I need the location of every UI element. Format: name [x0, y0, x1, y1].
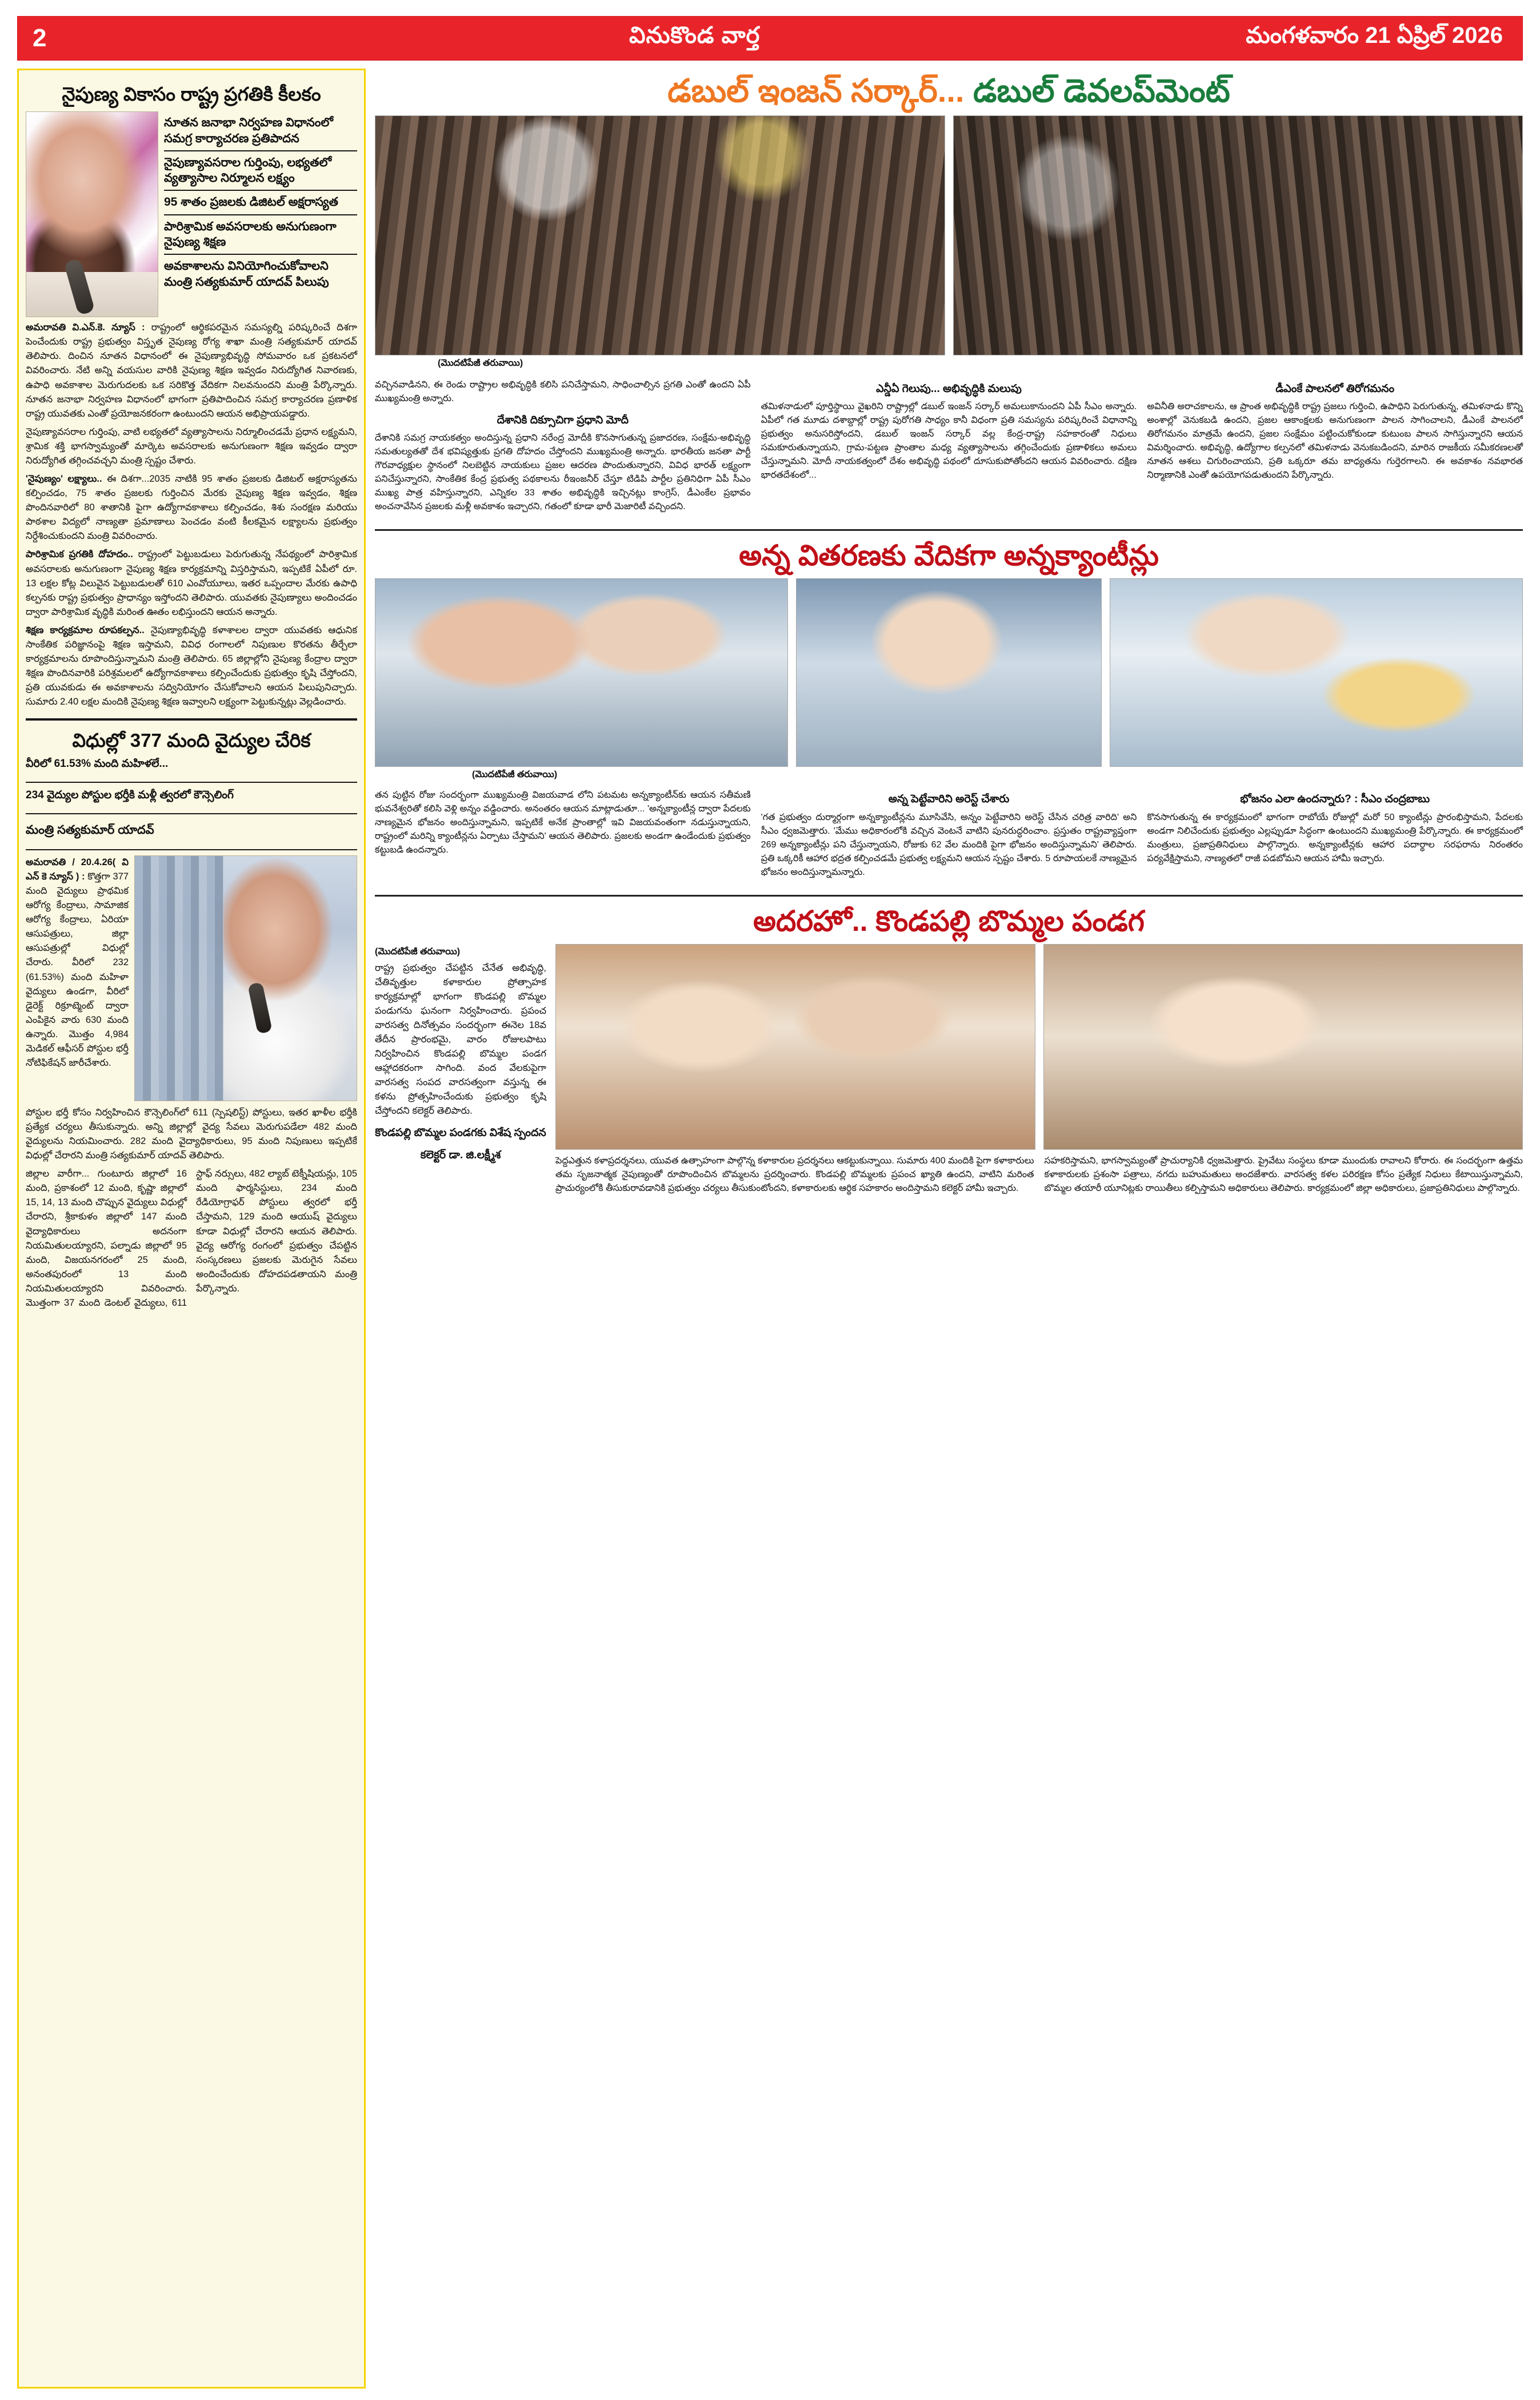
masthead-title: వినుకొండ వార్త — [629, 22, 761, 48]
subheading: భోజనం ఎలా ఉందన్నారు? : సీఎం చంద్రబాబు — [1240, 793, 1430, 806]
list-item: అవకాశాలను వినియోగించుకోవాలని మంత్రి సత్యకుమార్ యాదవ్ పిలుపు — [164, 259, 329, 289]
left-second-sub3: మంత్రి సత్యకుమార్ యాదవ్ — [26, 823, 154, 837]
masthead-date: మంగళవారం 21 ఏప్రిల్ 2026 — [1246, 22, 1503, 48]
section1-headline — [375, 69, 1523, 115]
section3-col-2 — [555, 1154, 1034, 1199]
section2-col-2 — [761, 789, 1137, 883]
section3-photos-and-text — [555, 944, 1523, 1199]
list-item: పారిశ్రామిక అవసరాలకు అనుగుణంగా నైపుణ్య శిక్షణ — [164, 215, 357, 255]
section3-col-3 — [1045, 1154, 1523, 1199]
divider — [26, 718, 357, 721]
paragraph: తమిళనాడులో పూర్తిస్థాయి వైఖరిని రాష్ట్రాల్లో డబుల్ ఇంజన్ సర్కార్ అమలుకానుందని ఏపీ సీఎం అన్నారు. ఏపీలో గత మూడు దశాబ్దాల్లో రాష్ట్ర పురోగతి సాధ్యం కానీ విధంగా ప్రతి సమస్యను పరిష్కరించే విధానాన్ని ప్రభుత్వం అనుసరిస్తోందని, డబుల్ ఇంజన్ సర్కార్ వల్ల కేంద్ర-రాష్ట్ర సహకారంతో నిధులు సమకూరుతున్నాయని, గ్రామ-పట్టణ ప్రాంతాల మధ్య వ్యత్యాసాలను తగ్గించేందుకు ప్రణాళికలు అమలు చేస్తున్నామని. మోదీ నాయకత్వంలో దేశం అభివృద్ధి పథంలో దూసుకుపోతోందని ఆయన వివరించారు. దక్షిణ భారతదేశంలో... — [761, 402, 1137, 481]
paragraph: ఈ దిశగా...2035 నాటికి 95 శాతం ప్రజలకు డిజిటల్ అక్షరాస్యతను కల్పించడం, 75 శాతం ప్రజలకు గుర్తించిన మేరకు నైపుణ్య శిక్షణ ఇవ్వడం, శిక్షణ పొందినవారిలో 80 శాతానికి పైగా ఉద్యోగావకాశాలు కల్పించడం, శిశు సంరక్షణ మరియు పాఠశాల విద్యలో నాణ్యతా ప్రమాణాలు పెంచడం వంటి కీలకమైన లక్ష్యాలను ప్రభుత్వం నిర్దేశించుకుందని మంత్రి వివరించారు. — [26, 474, 357, 542]
divider — [375, 895, 1523, 897]
paragraph: వచ్చినవాడినని, ఈ రెండు రాష్ట్రాల అభివృద్ధికి కలిసి పనిచేస్తామని, సాధించాల్సిన ప్రగతి ఎంతో ఉందని ఏపీ ముఖ్యమంత్రి అన్నారు. — [375, 379, 751, 403]
section-double-engine — [375, 69, 1523, 518]
subheading: కొండపల్లి బొమ్మల పండగకు విశేష స్పందన — [375, 1127, 546, 1139]
paragraph: పోస్టుల భర్తీ కోసం నిర్వహించిన కౌన్సెలింగ్‌లో 611 (స్పెషలిస్ట్) పోస్టులు, ఇతర ఖాళీల భర్తీకి ప్రత్యేక చర్యలు తీసుకున్నారు. అన్ని జిల్లాల్లో వైద్య సేవలు మెరుగుపడేలా 482 మంది వైద్యులను నియమించారు. 282 మంది వైద్యాధికారులు, 95 మంది నిపుణులు ఇప్పటికే విధుల్లో చేరారని మంత్రి సత్యకుమార్ యాదవ్ తెలిపారు. — [26, 1107, 357, 1161]
subheading: శిక్షణ కార్యక్రమాల రూపకల్పన.. — [26, 625, 145, 635]
left-article-body — [26, 321, 357, 713]
paragraph: రాష్ట్రంలో ఆర్థికపరమైన సమస్యల్ని పరిష్కరించే దిశగా పెంచేందుకు రాష్ట్ర ప్రభుత్వం విస్తృత నైపుణ్య రోగ్య శాఖా మంత్రి సత్యకుమార్ యాదవ్ తెలిపారు. దించిన నూతన విధానంలో ఈ నైపుణ్యాభివృద్ధి సోమవారం ఒక ప్రకటనలో వివరించారు. నేటి అన్ని వయసుల వారికి నైపుణ్య శిక్షణ ఇవ్వడం నిరుద్యోగిత నివారణకు, ఉపాధి అవకాశాల మెరుగుదలకు ఒక సరికొత్త వేదికగా నిలవనుందని మంత్రి పేర్కొన్నారు. నూతన జనాభా నిర్వహణ విధానంలో భాగంగా ప్రతిపాదించిన సమగ్ర కార్యాచరణ ప్రణాళిక రాష్ట్ర యువతకు ఎంతో ప్రయోజనకరంగా ఉంటుందని ఆయన అభిప్రాయపడ్డారు. — [26, 322, 358, 419]
section2-headline: అన్న వితరణకు వేదికగా అన్నక్యాంటీన్లు — [739, 539, 1159, 572]
body-grid — [17, 69, 1523, 2389]
section1-caption: (మొదటిపేజీ తరువాయి) — [438, 358, 523, 368]
subheading: పారిశ్రామిక ప్రగతికి దోహదం.. — [26, 549, 133, 560]
microphone-icon — [247, 982, 273, 1034]
right-column — [375, 69, 1523, 2389]
photo-crowd-detail — [135, 856, 223, 1101]
subheading: 'నైపుణ్యం' లక్ష్యాలు.. — [26, 474, 102, 485]
subheading: దేశానికి దిక్సూచిగా ప్రధాని మోదీ — [497, 414, 629, 426]
left-second-sub1: వీరిలో 61.53% మంది మహిళలే... — [26, 757, 169, 770]
subheading: ఎన్డీఏ గెలుపు... అభివృద్ధికి మలుపు — [876, 382, 1022, 395]
lead-block — [26, 111, 357, 317]
paragraph: కొత్తగా 377 మంది వైద్యులు ప్రాథమిక ఆరోగ్య కేంద్రాలు, సామాజిక ఆరోగ్య కేంద్రాలు, ఏరియా ఆసుపత్రులు, జిల్లా ఆసుపత్రుల్లో విధుల్లో చేరారు. వీరిలో 232 (61.53%) మంది మహిళా వైద్యులు ఉండగా, వీరిలో డైరెక్ట్ రిక్రూట్మెంట్ ద్వారా ఎంపికైన వారు 630 మంది ఉన్నారు. మొత్తం 4,984 మెడికల్ ఆఫీసర్ పోస్టుల భర్తీ నోటిఫికేషన్ జారీచేశారు. — [26, 871, 129, 1068]
section3-layout — [375, 944, 1523, 1199]
canteen-photo-1 — [375, 578, 788, 767]
divider — [26, 849, 357, 850]
canteen-photo-3 — [1110, 578, 1523, 767]
divider — [26, 782, 357, 783]
section3-photo-row — [555, 944, 1523, 1150]
paragraph: దేశానికి సమగ్ర నాయకత్వం అందిస్తున్న ప్రధాని నరేంద్ర మోదీకి కొనసాగుతున్న ప్రజాదరణ, సంక్షేమ-అభివృద్ధి సమతుల్యతతో దేశ భవిష్యత్తుకు ప్రగతి దోహదం చేస్తోందని ముఖ్యమంత్రి అన్నారు. భారతీయ జనతా పార్టీ గౌరవాధ్యక్షుల స్థానంలో నిలబెట్టిన నాయకులు ప్రజల ఆదరణ పొందుతున్నారని, వివిధ భారత్ లక్ష్యంగా పనిచేస్తున్నారని, సాంకేతిక కేంద్ర ప్రభుత్వ పథకాలను రీఇంజనీర్ చేస్తూ టిడిపి పార్టీల ప్రతినిధిగా ఏపీ సీఎం ముఖ్య పాత్ర వహిస్తున్నారని, ఎన్నికల 33 శాతం అభివృద్ధికి ఇచ్చినట్లు కాంగ్రెస్, డీఎంకేల ప్రభావం అంచనావేసిన ప్రజలకు మళ్లీ అవకాశం ఇచ్చారని, గతంలో కూడా భారీ మెజారిటీ వచ్చిందని. — [375, 433, 751, 512]
subheading: అన్న పెట్టేవారిని అరెస్ట్ చేశారు — [888, 793, 1010, 806]
rally-photo-right — [953, 115, 1523, 355]
section2-col-1 — [375, 789, 751, 883]
list-item: 95 శాతం ప్రజలకు డిజిటల్ అక్షరాస్యత — [164, 191, 357, 215]
section1-headline-part1: డబుల్ ఇంజన్ సర్కార్... — [667, 73, 965, 109]
section2-col-3 — [1147, 789, 1523, 883]
bullet-list — [164, 111, 357, 317]
paragraph: తన పుట్టిన రోజు సందర్భంగా ముఖ్యమంత్రి విజయవాడ లోని పటమట అన్నక్యాంటీన్‌కు ఆయన సతీమణి భువనేశ్వరితో కలిసి వెళ్లి అన్నం వడ్డించారు. అనంతరం ఆయన మాట్లాడుతూ... 'అన్నక్యాంటీన్ల ద్వారా పేదలకు నాణ్యమైన భోజనం అందిస్తున్నామని, ఇప్పటికే అనేక ప్రాంతాల్లో ఇవి విజయవంతంగా నడుస్తున్నాయని, రాష్ట్రంలో మరిన్ని క్యాంటీన్లను ఏర్పాటు చేస్తామని' ఆయన తెలిపారు. ప్రజలకు అండగా ఉండేందుకు ప్రభుత్వం కట్టుబడి ఉందన్నారు. — [375, 790, 751, 855]
paragraph: సహకరిస్తామని, భాగస్వామ్యంతో ప్రాచుర్యానికి ధ్వజమెత్తారు. ప్రైవేటు సంస్థలు కూడా ముందుకు రావాలని కోరారు. ఈ సందర్భంగా ఉత్తమ కళాకారులకు ప్రశంసా పత్రాలు, నగదు బహుమతులు అందజేశారు. వారసత్వ కళల పరిరక్షణ కోసం ప్రత్యేక నిధులు కేటాయిస్తున్నామని, బొమ్మల తయారీ యూనిట్లకు రాయితీలు కల్పిస్తామని అధికారులు తెలిపారు. కార్యక్రమంలో జిల్లా అధికారులు, ప్రజాప్రతినిధులు పాల్గొన్నారు. — [1044, 1155, 1523, 1193]
paragraph: నైపుణ్యాభివృద్ధి కళాశాలల ద్వారా యువతకు ఆధునిక సాంకేతిక పరిజ్ఞానంపై శిక్షణ ఇస్తామని, వివిధ రంగాలలో నిపుణుల కొరతను తీర్చేలా కార్యక్రమాలను రూపొందిస్తున్నామని మంత్రి తెలిపారు. 65 జిల్లాల్లోని నైపుణ్య కేంద్రాల ద్వారా శిక్షణ పొందినవారికి పరిశ్రమలలో ఉద్యోగావకాశాలు కల్పించేందుకు ప్రభుత్వం కృషి చేస్తోందని, ప్రతి యువకుడు ఈ అవకాశాలను సద్వినియోగం చేసుకోవాలని ఆయన పిలుపునిచ్చారు. సుమారు 2.40 లక్షల మందికి నైపుణ్య శిక్షణ ఇవ్వాలని లక్ష్యంగా పెట్టుకున్నట్లు వెల్లడించారు. — [26, 625, 357, 707]
paragraph: అవినీతి అరాచకాలను, ఆ ప్రాంత అభివృద్ధికి రాష్ట్ర ప్రజలు గుర్తించి, ఉపాధిని పెరుగుతున్న, తమిళనాడు కొన్ని అంశాల్లో వెనుకబడి ఉందని, ప్రజల ఆకాంక్షలకు అనుగుణంగా పాలన సాగించాలని, డీఎంకే పాలనలో తిరోగమనం మాత్రమే ఉందని, ప్రజల సంక్షేమం పట్టించుకోకుండా కుటుంబ పాలన సాగిస్తున్నారని ఆయన విమర్శించారు. అభివృద్ధి, ఉద్యోగాల కల్పనలో తమిళనాడు వెనుకబడిందని, మారిన రాజకీయ సమీకరణలతో నూతన ఆశలు చిగురించాయని, ప్రతి ఒక్కరూ తమ బాధ్యతను గుర్తెరగాలని. ఈ అవకాశం నవభారత నిర్మాణానికి ఎంతో ఉపయోగపడుతుందని పేర్కొన్నారు. — [1147, 402, 1523, 481]
section-anna-canteens — [375, 535, 1523, 883]
list-item: నైపుణ్యావసరాల గుర్తింపు, లభ్యతలో వ్యత్యాసాల నిర్మూలన లక్ష్యం — [164, 151, 357, 191]
section1-col-1 — [375, 378, 751, 518]
section3-columns — [555, 1154, 1523, 1199]
left-second-headline: విధుల్లో 377 మంది వైద్యుల చేరిక — [72, 730, 311, 751]
section1-col-2 — [761, 378, 1137, 518]
section2-photo-row — [375, 578, 1523, 767]
minister-portrait-photo — [26, 111, 158, 317]
subheading: కలెక్టర్ డా. జి.లక్ష్మీశ — [420, 1149, 501, 1162]
section1-headline-part2: డబుల్ డెవలప్‌మెంట్ — [973, 73, 1230, 109]
second-lead-block — [26, 855, 357, 1101]
page-number: 2 — [33, 24, 47, 52]
section1-col-3 — [1147, 378, 1523, 518]
left-second-sub2: 234 వైద్యుల పోస్టుల భర్తీకి మళ్లీ త్వరలో కౌన్సెలింగ్ — [26, 789, 234, 801]
section1-photo-row — [375, 115, 1523, 355]
rally-photo-left — [375, 115, 945, 355]
left-column — [17, 69, 366, 2389]
dateline: అమరావతి / 20.4.26( వి ఎన్ కె న్యూస్ ) : — [26, 857, 129, 882]
section-kondapalli-dolls — [375, 901, 1523, 1199]
section1-columns — [375, 378, 1523, 518]
paragraph: నైపుణ్యావసరాల గుర్తింపు, వాటి లభ్యతలో వ్యత్యాసాలను నిర్మూలించడమే ప్రధాన లక్ష్యమని, శ్రామిక శక్తి భాగస్వామ్యంతో మార్కెట అవసరాలకు అనుగుణంగా శిక్షణ ఇవ్వడం ద్వారా నిరుద్యోగిత తగ్గించవచ్చని మంత్రి స్పష్టం చేశారు. — [26, 426, 357, 466]
dolls-photo-1 — [555, 944, 1035, 1150]
dateline: అమరావతి వి.ఎన్.కె. న్యూస్ : — [26, 322, 145, 333]
subheading: డీఎంకే పాలనలో తిరోగమనం — [1275, 382, 1395, 395]
paragraph: జిల్లాల వారీగా... గుంటూరు జిల్లాలో 16 మంది, ప్రకాశంలో 12 మంది, కృష్ణా జిల్లాలో 15, 14, 13 మంది చొప్పున వైద్యులు విధుల్లో చేరారని, శ్రీకాకుళం జిల్లాలో 147 మంది వైద్యాధికారులు అదనంగా నియమితులయ్యారని, పల్నాడు జిల్లాలో 95 మంది, విజయనగరంలో 25 మంది, అనంతపురంలో 13 మంది నియమితులయ్యారని వివరించారు. మొత్తంగా 37 మంది డెంటల్ వైద్యులు, 611 స్టాఫ్ నర్సులు, 482 ల్యాబ్ టెక్నీషియన్లు, 105 మంది ఫార్మసిస్టులు, 234 మంది రేడియోగ్రాఫర్ పోస్టులు త్వరలో భర్తీ చేస్తామని, 129 మంది ఆయుష్ వైద్యులు కూడా విధుల్లో చేరారని ఆయన తెలిపారు. వైద్య ఆరోగ్య రంగంలో ప్రభుత్వం చేపట్టిన సంస్కరణలు ప్రజలకు మెరుగైన సేవలు అందించేందుకు దోహదపడతాయని మంత్రి పేర్కొన్నారు. — [26, 1169, 357, 1308]
section3-col-1 — [375, 944, 546, 1199]
paragraph: రాష్ట్ర ప్రభుత్వం చేపట్టిన చేనేత అభివృద్ధి, చేతివృత్తుల కళాకారుల ప్రోత్సాహక కార్యక్రమాల్లో భాగంగా కొండపల్లి బొమ్మల పండుగను ఘనంగా నిర్వహించారు. ప్రపంచ వారసత్వ దినోత్సవం సందర్భంగా ఈనెల 18వ తేదీన ప్రారంభమై, వారం రోజులపాటు నిర్వహించిన కొండపల్లి బొమ్మల పండగ ఆహ్లాదకరంగా సాగింది. వంద వేలకుపైగా వారసత్వ సంపద వారసత్వంగా వస్తున్న ఈ కళను ప్రోత్సహించేందుకు ప్రభుత్వం కృషి చేస్తోందని కలెక్టర్ తెలిపారు. — [375, 962, 546, 1117]
masthead — [17, 16, 1523, 61]
paragraph: కొనసాగుతున్న ఈ కార్యక్రమంలో భాగంగా రాబోయే రోజుల్లో మరో 50 క్యాంటీన్లు ప్రారంభిస్తామని, పేదలకు అండగా నిలిచేందుకు ప్రభుత్వం ఎల్లప్పుడూ సిద్ధంగా ఉంటుందని ముఖ్యమంత్రి పేర్కొన్నారు. ఈ కార్యక్రమంలో మంత్రులు, ప్రజాప్రతినిధులు పాల్గొన్నారు. అన్నక్యాంటీన్లకు ఆహార పదార్థాల సరఫరాను నిరంతరం పర్యవేక్షిస్తామని, నాణ్యతలో రాజీ పడబోమని ఆయన హామీ ఇచ్చారు. — [1147, 812, 1523, 863]
section3-caption: (మొదటిపేజీ తరువాయి) — [375, 946, 461, 957]
section2-caption: (మొదటిపేజీ తరువాయి) — [472, 770, 558, 780]
paragraph: రాష్ట్రంలో పెట్టుబడులు పెరుగుతున్న నేపథ్యంలో పారిశ్రామిక అవసరాలకు అనుగుణంగా నైపుణ్య శిక్షణ కార్యక్రమాన్ని విస్తరిస్తామని, ఇప్పటికే ఏపీలో రూ. 13 లక్షల కోట్ల విలువైన పెట్టుబడులతో 610 ఎంవోయూలు, ఇతర ఒప్పందాల మేరకు ఉపాధి కల్పనకు రాష్ట్ర ప్రభుత్వం ప్రాధాన్యం ఇస్తోందని తెలిపారు. యువతకు నైపుణ్యాలు అందించడం ద్వారా పారిశ్రామిక వృద్ధికి మరింత ఊతం లభిస్తుందని ఆయన అన్నారు. — [26, 549, 357, 617]
canteen-photo-2 — [796, 578, 1102, 767]
left-second-article-body — [26, 1106, 357, 1310]
section2-columns — [375, 789, 1523, 883]
section3-headline: అదరహో.. కొండపల్లి బొమ్మల పండగ — [753, 905, 1145, 937]
dolls-photo-2 — [1043, 944, 1523, 1150]
divider — [375, 529, 1523, 531]
doctors-event-photo — [134, 855, 357, 1101]
divider — [26, 813, 357, 814]
list-item: నూతన జనాభా నిర్వహణ విధానంలో సమగ్ర కార్యాచరణ ప్రతిపాదన — [164, 111, 357, 151]
paragraph: 'గత ప్రభుత్వం దుర్మార్గంగా అన్నక్యాంటీన్లను మూసివేసి, అన్నం పెట్టేవారిని అరెస్ట్ చేసిన చరిత్ర వారిది' అని సీఎం ధ్వజమెత్తారు. 'మేము అధికారంలోకి వచ్చిన వెంటనే వాటిని పునరుద్ధరించాం. ప్రస్తుతం రాష్ట్రవ్యాప్తంగా 269 అన్నక్యాంటీన్లు పని చేస్తున్నాయని, రోజుకు 62 వేల మందికి పైగా భోజనం అందిస్తున్నామని' తెలిపారు. ప్రతి ఒక్కరికీ ఆహార భద్రత కల్పించడమే ప్రభుత్వ లక్ష్యమని ఆయన స్పష్టం చేశారు. 5 రూపాయలకే నాణ్యమైన భోజనం అందిస్తున్నామన్నారు. — [761, 812, 1137, 877]
paragraph: పెద్దఎత్తున కళాప్రదర్శనలు, యువత ఉత్సాహంగా పాల్గొన్న కళాకారుల ప్రదర్శనలు ఆకట్టుకున్నాయి. సుమారు 400 మందికి పైగా కళాకారులు తమ సృజనాత్మక నైపుణ్యంతో రూపొందించిన బొమ్మలను ప్రదర్శించారు. కొండపల్లి బొమ్మలకు ప్రపంచ ఖ్యాతి ఉందని, వాటిని మరింత ప్రాచుర్యంలోకి తీసుకురావడానికి ప్రభుత్వం చర్యలు తీసుకుంటోందని, కళాకారులకు ఆర్థిక సహకారం అందిస్తామని కలెక్టర్ హామీ ఇచ్చారు. — [555, 1155, 1034, 1193]
left-lead-headline: నైపుణ్య వికాసం రాష్ట్ర ప్రగతికి కీలకం — [62, 83, 321, 105]
